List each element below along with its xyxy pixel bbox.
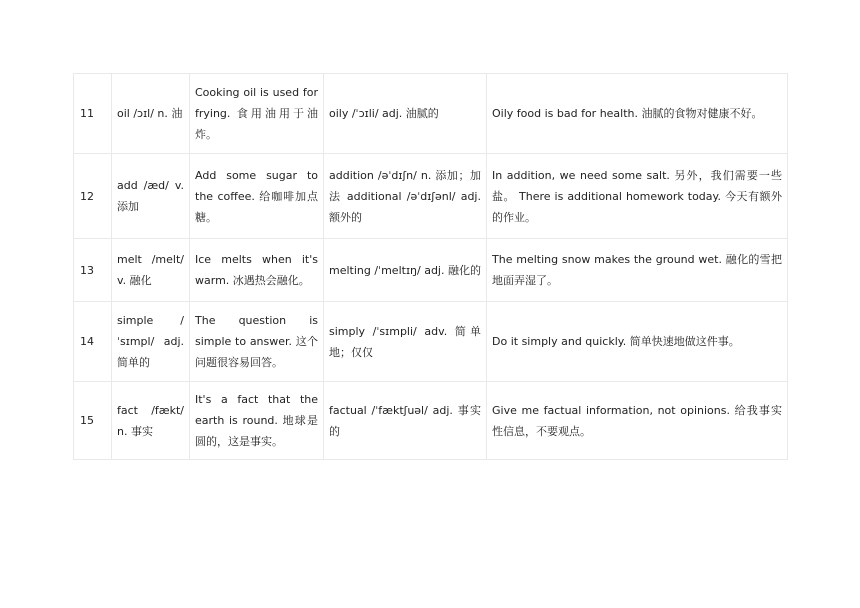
derivative-entry: factual /ˈfæktʃuəl/ adj. 事实的 bbox=[324, 382, 487, 460]
derivative-entry: addition /əˈdɪʃn/ n. 添加；加法 additional /əˈdɪʃənl/ adj. 额外的 bbox=[324, 154, 487, 239]
row-number: 12 bbox=[74, 154, 112, 239]
table-row bbox=[74, 302, 788, 382]
example-sentence: The question is simple to answer. 这个问题很容易回答。 bbox=[190, 302, 324, 382]
row-number: 11 bbox=[74, 74, 112, 154]
derivative-entry: melting /ˈmeltɪŋ/ adj. 融化的 bbox=[324, 239, 487, 302]
derivative-example: The melting snow makes the ground wet. 融化的雪把地面弄湿了。 bbox=[487, 239, 788, 302]
table-row bbox=[74, 382, 788, 460]
derivative-example: Oily food is bad for health. 油腻的食物对健康不好。 bbox=[487, 74, 788, 154]
word-entry: add /æd/ v. 添加 bbox=[112, 154, 190, 239]
row-number: 13 bbox=[74, 239, 112, 302]
derivative-entry: simply /ˈsɪmpli/ adv. 简单地；仅仅 bbox=[324, 302, 487, 382]
row-number: 15 bbox=[74, 382, 112, 460]
word-entry: fact /fækt/ n. 事实 bbox=[112, 382, 190, 460]
word-entry: oil /ɔɪl/ n. 油 bbox=[112, 74, 190, 154]
table-row bbox=[74, 154, 788, 239]
table-row bbox=[74, 74, 788, 154]
derivative-example: Do it simply and quickly. 简单快速地做这件事。 bbox=[487, 302, 788, 382]
example-sentence: Cooking oil is used for frying. 食用油用于油炸。 bbox=[190, 74, 324, 154]
word-entry: simple /ˈsɪmpl/ adj. 简单的 bbox=[112, 302, 190, 382]
derivative-entry: oily /ˈɔɪli/ adj. 油腻的 bbox=[324, 74, 487, 154]
example-sentence: Ice melts when it's warm. 冰遇热会融化。 bbox=[190, 239, 324, 302]
derivative-example: In addition, we need some salt. 另外，我们需要一些盐。 There is additional homework today. 今天有额外的作业。 bbox=[487, 154, 788, 239]
example-sentence: Add some sugar to the coffee. 给咖啡加点糖。 bbox=[190, 154, 324, 239]
example-sentence: It's a fact that the earth is round. 地球是圆的，这是事实。 bbox=[190, 382, 324, 460]
vocabulary-table bbox=[73, 73, 788, 460]
derivative-example: Give me factual information, not opinions. 给我事实性信息，不要观点。 bbox=[487, 382, 788, 460]
row-number: 14 bbox=[74, 302, 112, 382]
table-row bbox=[74, 239, 788, 302]
word-entry: melt /melt/ v. 融化 bbox=[112, 239, 190, 302]
